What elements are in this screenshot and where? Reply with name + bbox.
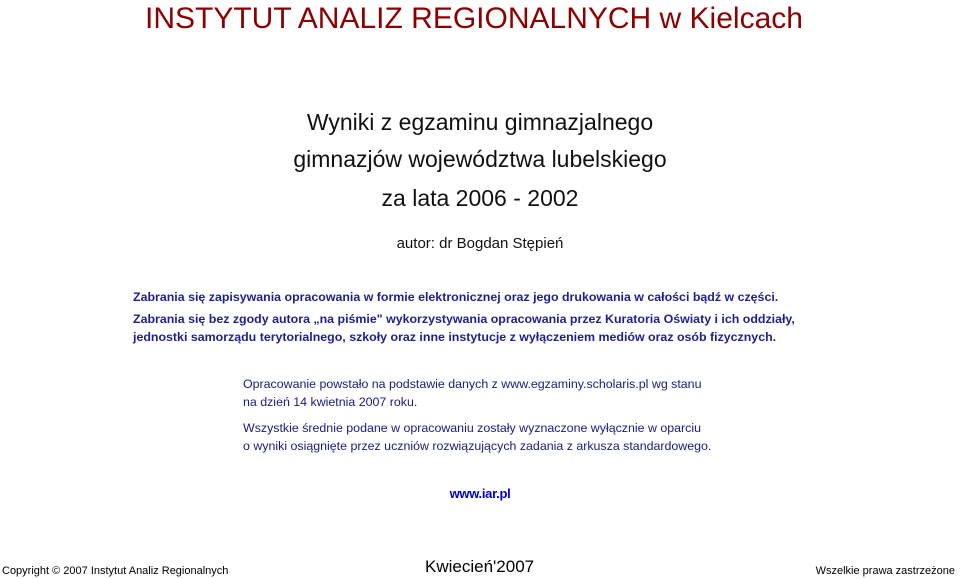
author-line: autor: dr Bogdan Stępień — [396, 235, 564, 252]
averages-note-line-2: o wyniki osiągnięte przez uczniów rozwiązujących zadania z arkusza standardowego. — [243, 439, 712, 453]
website-link[interactable]: www.iar.pl — [449, 486, 511, 501]
copyright-warning-line-2: Zabrania się bez zgody autora „na piśmie" wykorzystywania opracowania przez Kuratoria Oświaty i ich oddziały, — [133, 312, 795, 326]
data-source-note-line-1: Opracowanie powstało na podstawie danych z www.egzaminy.scholaris.pl wg stanu — [243, 377, 702, 391]
data-source-note-line-2: na dzień 14 kwietnia 2007 roku. — [243, 395, 418, 409]
footer-date: Kwiecień'2007 — [425, 557, 535, 576]
footer-copyright: Copyright © 2007 Instytut Analiz Regionalnych — [2, 565, 229, 577]
report-title-line-1: Wyniki z egzaminu gimnazjalnego — [306, 109, 654, 135]
report-title-line-3: za lata 2006 - 2002 — [381, 185, 579, 211]
footer-rights: Wszelkie prawa zastrzeżone — [815, 565, 955, 577]
institute-title: INSTYTUT ANALIZ REGIONALNYCH w Kielcach — [145, 2, 803, 35]
copyright-warning-line-1: Zabrania się zapisywania opracowania w formie elektronicznej oraz jego drukowania w całości bądź w części. — [133, 290, 779, 304]
copyright-warning-line-3: jednostki samorządu terytorialnego, szkoły oraz inne instytucje z wyłączeniem mediów oraz osób fizycznych. — [133, 330, 777, 344]
report-title-line-2: gimnazjów województwa lubelskiego — [293, 146, 667, 172]
averages-note-line-1: Wszystkie średnie podane w opracowaniu zostały wyznaczone wyłącznie w oparciu — [243, 421, 701, 435]
